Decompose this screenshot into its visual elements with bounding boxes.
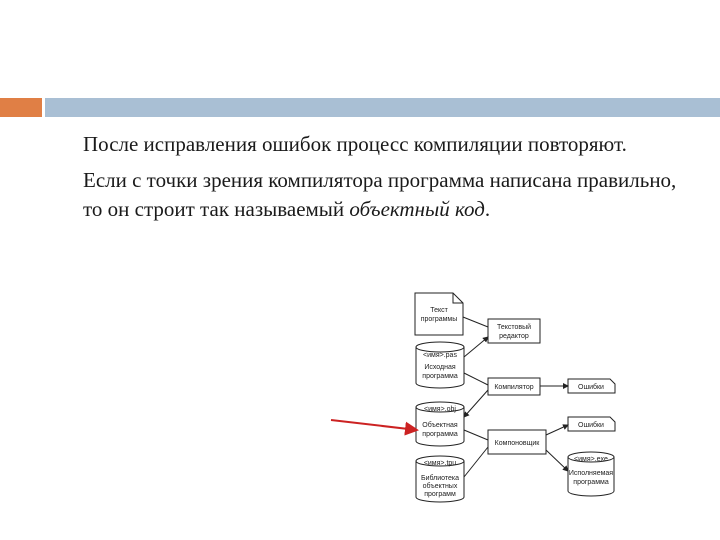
exe-file-name: <имя>.exe — [574, 456, 608, 463]
paragraph-2-text: Если с точки зрения компилятора программа написана правильно, то он строит так называемый — [83, 168, 677, 221]
library-line-2: объектных — [422, 483, 458, 490]
library-cylinder — [416, 456, 464, 502]
compiler-label: Компилятор — [494, 384, 534, 391]
header-accent-bar — [0, 98, 42, 117]
doc-line-1: Текст — [430, 307, 448, 314]
editor-line-2: редактор — [499, 333, 529, 340]
connector-editor-source — [464, 337, 488, 357]
source-line-2: программа — [422, 373, 458, 380]
linker-box — [488, 430, 546, 454]
exe-line-2: программа — [573, 479, 609, 486]
library-line-1: Библиотека — [420, 475, 460, 482]
doc-line-2: программы — [420, 316, 458, 323]
paragraph-1: После исправления ошибок процесс компиляции повторяют. — [83, 132, 627, 156]
editor-line-1: Текстовый — [496, 324, 532, 331]
connector-doc-editor — [463, 317, 488, 327]
object-program-cylinder — [416, 402, 464, 446]
compiler-box — [488, 378, 540, 395]
red-pointer-arrow — [331, 420, 417, 430]
connector-source-compiler — [464, 373, 488, 385]
errors-1-label: Ошибки — [578, 384, 604, 391]
compilation-diagram — [325, 285, 630, 510]
header-bar — [45, 98, 720, 117]
library-line-3: программ — [424, 491, 456, 498]
connector-linker-errors — [546, 425, 568, 435]
exe-line-1: Исполняемая — [568, 470, 614, 477]
connector-compiler-object — [464, 390, 488, 417]
errors-2-label: Ошибки — [578, 422, 604, 429]
errors-document-1 — [568, 379, 615, 393]
errors-document-2 — [568, 417, 615, 431]
object-file-name: <имя>.obj — [424, 406, 456, 413]
object-line-1: Объектная — [422, 422, 458, 429]
connector-library-linker — [464, 447, 488, 477]
object-code-term: объектный код — [349, 197, 485, 221]
slide-body — [83, 130, 693, 231]
source-file-name: <имя>.pas — [423, 352, 457, 359]
connector-object-linker — [464, 430, 488, 440]
connector-linker-exe — [546, 450, 568, 471]
source-line-1: Исходная — [424, 364, 456, 371]
paragraph-2-end: . — [484, 197, 491, 221]
text-editor-box — [488, 319, 540, 343]
object-line-2: программа — [422, 431, 458, 438]
program-text-document — [415, 293, 463, 335]
source-program-cylinder — [416, 342, 464, 388]
executable-cylinder — [568, 452, 614, 496]
paragraph-2 — [83, 166, 693, 224]
library-file-name: <имя>.tpu — [423, 460, 457, 467]
linker-label: Компоновщик — [494, 440, 540, 447]
